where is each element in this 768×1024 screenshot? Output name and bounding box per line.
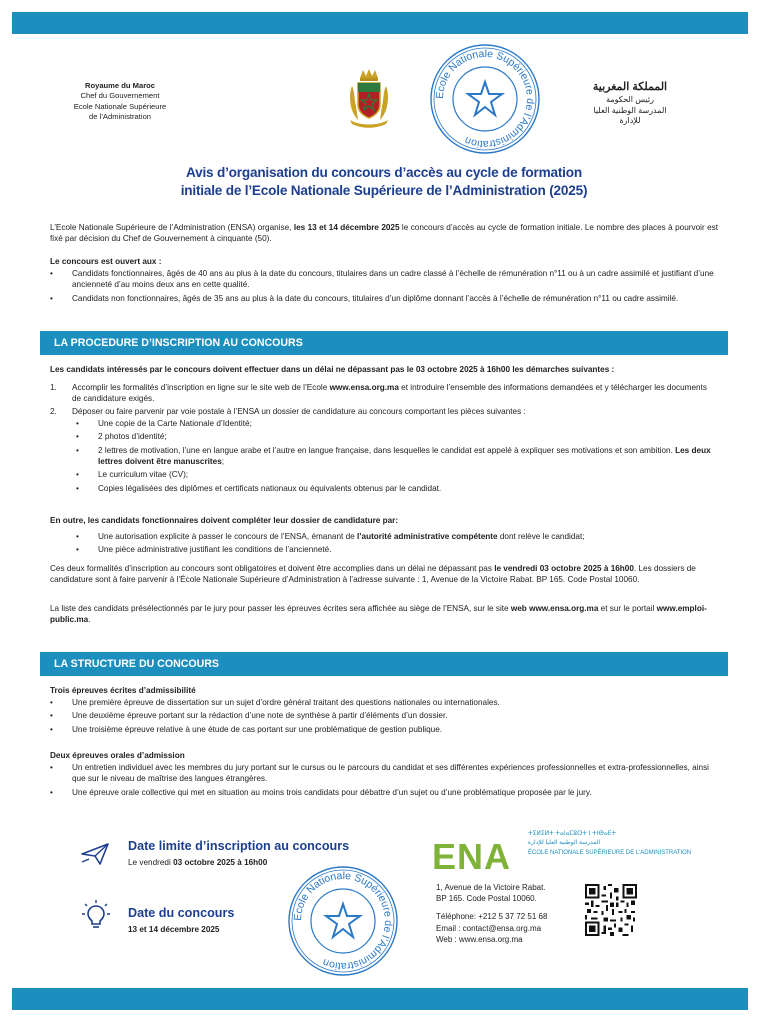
document-title (130, 164, 638, 199)
document-item-id-card: • Une copie de la Carte Nationale d’Identité; (72, 418, 718, 429)
written-exam-item-3: • Une troisième épreuve relative à une étude de cas portant sur une problématique de gestion publique. (50, 724, 718, 735)
document-item-cv: • Le curriculum vitae (CV); (72, 469, 718, 480)
intro-dates: les 13 et 14 décembre 2025 (293, 223, 400, 232)
header-right-line-4: للإدارة (619, 116, 641, 126)
header-left-line-1: Royaume du Maroc (84, 81, 156, 90)
eligibility-heading: Le concours est ouvert aux : (50, 257, 162, 266)
exam-date-title: Date du concours (128, 906, 235, 920)
exam-date-value: 13 et 14 décembre 2025 (128, 925, 220, 934)
oral-exam-item-2: • Une épreuve orale collective qui met en situation au moins trois candidats pour débattre d’un sujet ou d’une problématique proposée par le jury. (50, 787, 718, 798)
authorization-text-start: Une autorisation explicite à passer le concours de l’ENSA, émanant de (98, 532, 357, 541)
intro-paragraph (50, 222, 718, 245)
step-1-text-start: Accomplir les formalités d’inscription en ligne sur le site web de l’Ecole (72, 383, 330, 392)
written-exam-item-1: • Une première épreuve de dissertation sur un sujet d’ordre général traitant des questions nationales ou internationales. (50, 697, 718, 708)
registration-steps (50, 382, 718, 496)
header-right-line-2: رئيس الحكومة (606, 94, 654, 104)
ena-logo-caption (528, 830, 768, 858)
ena-logo-letters: ENA (432, 836, 512, 877)
written-exam-item-2: • Une deuxième épreuve portant sur la rédaction d’une note de synthèse à partir d’éléments d’un dossier. (50, 710, 718, 721)
eligibility-item-civil-servants: • Candidats fonctionnaires, âgés de 40 ans au plus à la date du concours, titulaires dans un cadre classé à l’échelle de rémunération n°11 ou à un cadre assimilé et justifiant d’une ancienneté d’au moins deux ans en cette qualité. (50, 268, 718, 291)
section-structure-header: LA STRUCTURE DU CONCOURS (40, 652, 728, 676)
contact-website[interactable]: Web : www.ensa.org.ma (436, 934, 523, 944)
official-stamp-bottom (286, 864, 400, 978)
step-2-number: 2. (50, 406, 57, 416)
step-1-website-link[interactable]: www.ensa.org.ma (329, 383, 399, 392)
shortlist-text-mid: et sur le portail (598, 604, 657, 613)
bottom-color-bar (12, 988, 748, 1010)
required-documents-list (72, 418, 718, 494)
contact-block (436, 882, 547, 945)
civil-servants-extra-heading: En outre, les candidats fonctionnaires doivent compléter leur dossier de candidature par: (50, 516, 399, 525)
authorization-text-end: dont relève le candidat; (497, 532, 585, 541)
motivation-letters-handwritten-note: Les deux lettres doivent être manuscrites (98, 445, 711, 466)
ena-logo-arabic: المدرسة الوطنية العليا للإدارة (528, 840, 601, 847)
header-left-line-3: Ecole Nationale Supérieure (73, 101, 167, 111)
deadline-paragraph-date: le vendredi 03 octobre 2025 à 16h00 (494, 564, 634, 573)
document-item-motivation-letters (72, 445, 718, 468)
step-1-number: 1. (50, 383, 57, 392)
contact-email[interactable]: Email : contact@ensa.org.ma (436, 923, 542, 933)
paper-plane-icon (80, 842, 110, 866)
extra-item-seniority-proof: • Une pièce administrative justifiant les conditions de l’ancienneté. (50, 544, 718, 555)
oral-exam-item-1: • Un entretien individuel avec les membres du jury portant sur le cursus ou le parcours du candidat et ses différentes expériences professionnelles et extra-professionnelles, ainsi que sur le niveau de maîtrise des langues étrangères. (50, 762, 718, 785)
contact-spacer (436, 904, 547, 911)
shortlist-ensa-link[interactable]: web www.ensa.org.ma (510, 604, 599, 613)
header-left-line-4: de l’Administration (88, 111, 152, 121)
intro-text-start: L’Ecole Nationale Supérieure de l’Administration (ENSA) organise, (50, 223, 294, 232)
registration-lead: Les candidats intéressés par le concours doivent effectuer dans un délai ne dépassant pas le 03 octobre 2025 à 16h00 les démarches suivantes : (50, 365, 615, 374)
ena-logo-french: ÉCOLE NATIONALE SUPÉRIEURE DE L’ADMINISTRATION (528, 849, 692, 856)
step-1-text-end: et introduire l’ensemble des informations demandées et y télécharger les documents de candidature exigés. (72, 383, 707, 404)
motivation-letters-text: 2 lettres de motivation, l’une en langue arabe et l’autre en langue française, dans lesquelles le candidat est appelé à expliquer ses motivations et son ambition. (98, 445, 676, 455)
top-color-bar (12, 12, 748, 34)
motivation-letters-end: ; (221, 456, 225, 466)
svg-text:Ecole Nationale Supérieure de: Ecole Nationale Supérieure de l’Administration (433, 47, 537, 151)
extra-item-authorization (50, 531, 718, 542)
header-right-institution-arabic (570, 80, 690, 127)
header-left-institution (50, 81, 190, 122)
registration-deadline-date (128, 857, 267, 868)
authorization-authority: l’autorité administrative compétente (356, 532, 498, 541)
qr-code-icon[interactable] (585, 884, 637, 936)
eligibility-list (50, 268, 718, 306)
shortlist-paragraph (50, 603, 718, 626)
title-line-2: initiale de l’Ecole Nationale Supérieure de l’Administration (2025) (180, 182, 588, 198)
contact-phone: Téléphone: +212 5 37 72 51 68 (436, 912, 548, 922)
morocco-coat-of-arms-icon (346, 66, 392, 130)
contact-address-line-1: 1, Avenue de la Victoire Rabat. (436, 883, 546, 892)
lightbulb-icon (82, 900, 110, 930)
step-2-text: Déposer ou faire parvenir par voie postale à l’ENSA un dossier de candidature au concours comportant les pièces suivantes : (72, 406, 526, 416)
ena-logo-tifinagh: ⵜⵉⵍⵉⵍⵜ ⵜⴰⵏⴰⵎⵓⵔⵜ ⵏ ⵜⵏⴱⴰⴹⵜ (528, 831, 617, 837)
section-registration-header: LA PROCEDURE D’INSCRIPTION AU CONCOURS (40, 331, 728, 355)
written-exams-list (50, 697, 718, 737)
svg-text:Ecole Nationale Supérieure de: Ecole Nationale Supérieure de l’Administration (291, 869, 395, 973)
document-item-diplomas: • Copies légalisées des diplômes et certificats nationaux ou équivalents obtenus par le candidat. (72, 483, 718, 494)
official-stamp-top (428, 42, 542, 156)
registration-deadline-value: 03 octobre 2025 à 16h00 (173, 858, 268, 867)
shortlist-text-start: La liste des candidats présélectionnés par le jury pour passer les épreuves écrites sera affichée au siège de l’ENSA, sur le site (50, 604, 511, 613)
intro-text-end: le concours d’accès au cycle de formation initiale. Le nombre des places à pourvoir est fixé par décision du Chef de Gouvernement à cinquante (50). (50, 223, 718, 244)
civil-servants-extra-list (50, 531, 718, 558)
header-left-line-2: Chef du Gouvernement (80, 91, 160, 101)
header-right-line-1: المملكة المغربية (592, 81, 668, 93)
document-item-photos: • 2 photos d’identité; (72, 431, 718, 442)
shortlist-emploi-public-link[interactable]: www.emploi-public.ma (50, 604, 707, 625)
registration-step-2 (50, 406, 718, 494)
title-line-1: Avis d’organisation du concours d’accès au cycle de formation (186, 165, 582, 180)
registration-deadline-prefix: Le vendredi (128, 858, 174, 867)
contact-address-line-2: BP 165. Code Postal 10060. (436, 894, 537, 904)
shortlist-text-end: . (88, 615, 91, 625)
oral-exams-heading: Deux épreuves orales d’admission (50, 751, 185, 760)
oral-exams-list (50, 762, 718, 800)
registration-step-1 (50, 382, 718, 405)
deadline-paragraph-start: Ces deux formalités d’inscription au concours sont obligatoires et doivent être accomplies dans un délai ne dépassant pas (50, 564, 495, 573)
registration-deadline-title: Date limite d’inscription au concours (128, 839, 350, 853)
deadline-paragraph (50, 563, 718, 586)
written-exams-heading: Trois épreuves écrites d’admissibilité (50, 686, 196, 695)
header-right-line-3: المدرسة الوطنية العليا (593, 105, 667, 115)
eligibility-item-non-civil-servants: • Candidats non fonctionnaires, âgés de 35 ans au plus à la date du concours, titulaires d’un diplôme donnant l’accès à l’échelle de rémunération n°11 ou cadre assimilé. (50, 293, 718, 304)
deadline-paragraph-end: . Les dossiers de candidature sont à faire parvenir à l’École Nationale Supérieure d’Administration à l’adresse suivante : 1, Avenue de la Victoire Rabat. BP 165. Code Postal 10060. (50, 564, 696, 585)
